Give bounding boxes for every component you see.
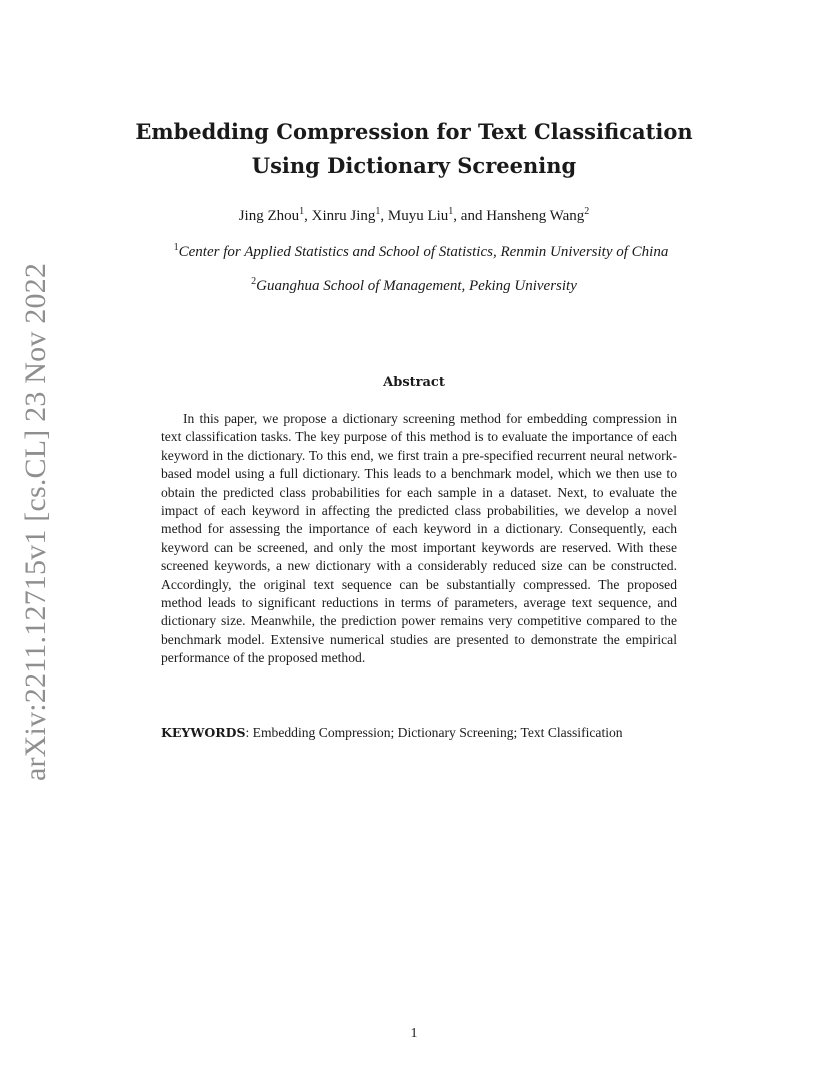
affiliation-1	[7, 244, 828, 261]
arxiv-identifier-stamp: arXiv:2211.12715v1 [cs.CL] 23 Nov 2022	[19, 262, 52, 782]
author-list	[0, 208, 828, 225]
author-name: Xinru Jing	[311, 208, 376, 224]
keywords-line	[161, 723, 677, 742]
keywords-text: : Embedding Compression; Dictionary Screening; Text Classification	[245, 725, 623, 740]
page-number: 1	[410, 1026, 418, 1041]
keywords-label: KEYWORDS	[161, 725, 246, 740]
author-affiliation-mark: 2	[584, 206, 590, 217]
author-affiliation-mark: 1	[448, 206, 454, 217]
title-line-1: Embedding Compression for Text Classification	[135, 119, 693, 144]
affiliation-mark: 1	[173, 242, 179, 253]
paper-title	[0, 115, 828, 183]
author-separator: ,	[380, 208, 388, 224]
author-affiliation-mark: 1	[375, 206, 381, 217]
title-line-2: Using Dictionary Screening	[251, 153, 577, 178]
abstract-heading: Abstract	[383, 375, 445, 390]
author-separator: , and	[453, 208, 487, 224]
author-separator: ,	[304, 208, 312, 224]
abstract-body: In this paper, we propose a dictionary screening method for embedding compression in text classification tasks. The key purpose of this method is to evaluate the importance of each keyword in the dictionary. To this end, we first train a pre-specified recurrent neural network-based model using a full dictionary. This leads to a benchmark model, which we then use to obtain the predicted class probabilities for each sample in a dataset. Next, to evaluate the impact of each keyword in affecting the predicted class probabilities, we develop a novel method for assessing the importance of each keyword in a dictionary. Consequently, each keyword can be screened, and only the most important keywords are reserved. With these screened keywords, a new dictionary with a considerably reduced size can be constructed. Accordingly, the original text sequence can be substantially compressed. The proposed method leads to significant reductions in terms of parameters, average text sequence, and dictionary size. Meanwhile, the prediction power remains very competitive compared to the benchmark model. Extensive numerical studies are presented to demonstrate the empirical performance of the proposed method.	[161, 411, 677, 666]
affiliation-2	[0, 278, 828, 295]
author-name: Muyu Liu	[387, 208, 449, 224]
author-affiliation-mark: 1	[299, 206, 305, 217]
affiliation-text: Center for Applied Statistics and School of Statistics, Renmin University of China	[178, 244, 669, 260]
affiliation-text: Guanghua School of Management, Peking University	[256, 278, 577, 294]
author-name: Hansheng Wang	[486, 208, 585, 224]
affiliation-mark: 2	[251, 276, 257, 287]
author-name: Jing Zhou	[238, 208, 300, 224]
